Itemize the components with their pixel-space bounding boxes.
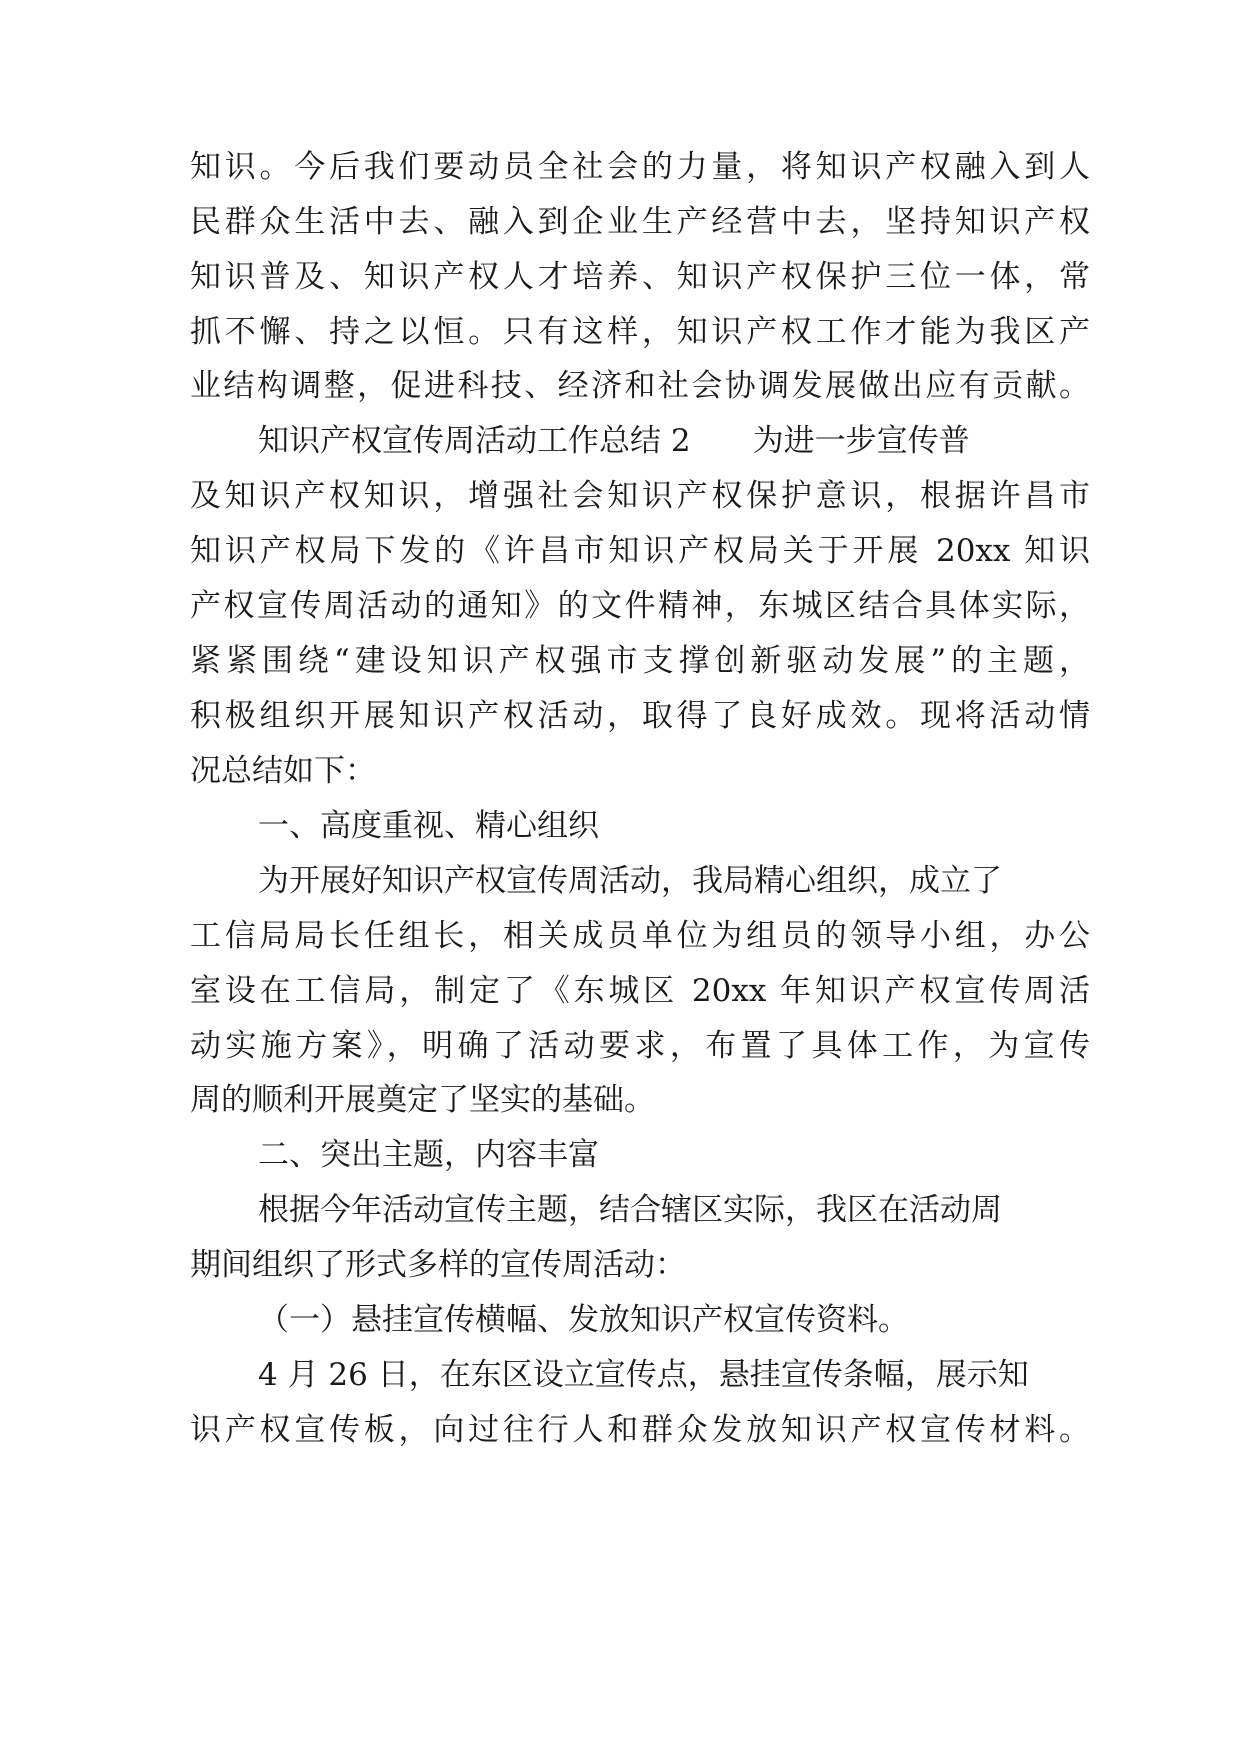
text-line: 根据今年活动宣传主题，结合辖区实际，我区在活动周: [258, 1192, 1002, 1228]
subheading: （一）悬挂宣传横幅、发放知识产权宣传资料。: [258, 1302, 909, 1338]
text-line: 及知识产权知识，增强社会知识产权保护意识，根据许昌市: [190, 478, 1090, 514]
text-line: 室设在工信局，制定了《东城区 20xx 年知识产权宣传周活: [190, 973, 1090, 1009]
text-line: 识产权宣传板，向过往行人和群众发放知识产权宣传材料。: [190, 1412, 1090, 1448]
text-line: 业结构调整，促进科技、经济和社会协调发展做出应有贡献。: [190, 368, 1090, 404]
text-line: 紧紧围绕“建设知识产权强市支撑创新驱动发展”的主题，: [190, 643, 1090, 679]
text-line: 工信局局长任组长，相关成员单位为组员的领导小组，办公: [190, 918, 1090, 954]
text-line: 知识普及、知识产权人才培养、知识产权保护三位一体，常: [190, 259, 1090, 295]
heading-2: 二、突出主题，内容丰富: [258, 1137, 599, 1173]
section-title: 知识产权宣传周活动工作总结 2 为进一步宣传普: [258, 423, 970, 459]
text-line: 为开展好知识产权宣传周活动，我局精心组织，成立了: [258, 863, 1002, 899]
text-line: 知识产权局下发的《许昌市知识产权局关于开展 20xx 知识: [190, 533, 1090, 569]
text-line: 积极组织开展知识产权活动，取得了良好成效。现将活动情: [190, 698, 1090, 734]
text-line: 抓不懈、持之以恒。只有这样，知识产权工作才能为我区产: [190, 314, 1090, 350]
text-line: 产权宣传周活动的通知》的文件精神，东城区结合具体实际，: [190, 588, 1090, 624]
text-line: 民群众生活中去、融入到企业生产经营中去，坚持知识产权: [190, 204, 1090, 240]
text-line: 周的顺利开展奠定了坚实的基础。: [190, 1082, 655, 1118]
heading-1: 一、高度重视、精心组织: [258, 808, 599, 844]
text-line: 4 月 26 日，在东区设立宣传点，悬挂宣传条幅，展示知: [258, 1357, 1029, 1393]
text-line: 知识。今后我们要动员全社会的力量，将知识产权融入到人: [190, 149, 1090, 185]
text-line: 况总结如下：: [190, 753, 376, 789]
text-line: 动实施方案》，明确了活动要求，布置了具体工作，为宣传: [190, 1028, 1090, 1064]
text-line: 期间组织了形式多样的宣传周活动：: [190, 1247, 686, 1283]
